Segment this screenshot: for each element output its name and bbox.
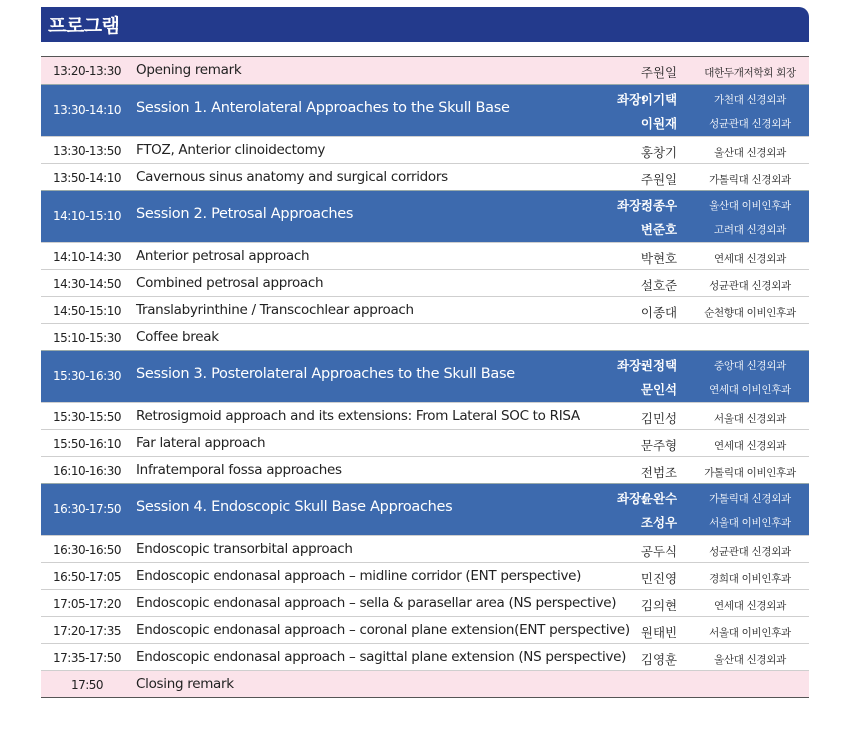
time-slot: 15:30-16:30 <box>53 369 121 383</box>
page-title: 프로그램 <box>48 15 120 37</box>
speaker-name: 전범조 <box>640 465 678 480</box>
talk-title: Translabyrinthine / Transcochlear approach <box>136 302 414 318</box>
time-slot: 14:30-14:50 <box>53 277 121 291</box>
chair-name: 정종우 <box>640 198 678 213</box>
time-slot: 13:30-14:10 <box>53 103 121 117</box>
session-row <box>41 350 809 402</box>
talk-row <box>41 589 809 616</box>
talk-title: Combined petrosal approach <box>136 275 324 291</box>
talk-row <box>41 296 809 323</box>
time-slot: 16:10-16:30 <box>53 464 121 478</box>
talk-row <box>41 136 809 163</box>
time-slot: 14:10-14:30 <box>53 250 121 264</box>
talk-row <box>41 456 809 483</box>
speaker-affiliation: 연세대 신경외과 <box>714 253 786 265</box>
speaker-name: 민진영 <box>640 571 678 586</box>
speaker-affiliation: 서울대 이비인후과 <box>709 627 791 639</box>
time-slot: 16:50-17:05 <box>53 570 121 584</box>
speaker-affiliation: 가톨릭대 신경외과 <box>709 174 791 186</box>
speaker-name: 홍창기 <box>640 145 678 160</box>
talk-title: Endoscopic endonasal approach – sella & parasellar area (NS perspective) <box>136 595 617 611</box>
talk-title: Anterior petrosal approach <box>136 248 310 264</box>
chair-name: 권정택 <box>640 358 678 373</box>
time-slot: 17:20-17:35 <box>53 624 121 638</box>
talk-row <box>41 323 809 350</box>
time-slot: 17:50 <box>70 678 104 692</box>
remark-row <box>41 670 809 697</box>
speaker-affiliation: 순천향대 이비인후과 <box>704 307 796 319</box>
speaker-name: 김민성 <box>640 411 678 426</box>
talk-title: Cavernous sinus anatomy and surgical corridors <box>136 169 448 185</box>
time-slot: 15:50-16:10 <box>53 437 121 451</box>
program-header <box>41 7 809 42</box>
speaker-name: 이종대 <box>640 305 678 320</box>
chair-affiliation: 성균관대 신경외과 <box>709 118 791 130</box>
speaker-affiliation: 연세대 신경외과 <box>714 600 786 612</box>
session-row <box>41 84 809 136</box>
chair-name: 조성우 <box>640 515 678 530</box>
time-slot: 15:10-15:30 <box>53 331 121 345</box>
talk-title: Retrosigmoid approach and its extensions: From Lateral SOC to RISA <box>136 408 580 424</box>
talk-title: Endoscopic endonasal approach – midline corridor (ENT perspective) <box>136 568 582 584</box>
talk-title: Infratemporal fossa approaches <box>136 462 342 478</box>
speaker-name: 원태빈 <box>640 625 678 640</box>
time-slot: 15:30-15:50 <box>53 410 121 424</box>
talk-title: Coffee break <box>136 329 219 345</box>
talk-title: FTOZ, Anterior clinoidectomy <box>136 142 326 158</box>
chair-name: 이기택 <box>640 92 678 107</box>
remark-row <box>41 57 809 84</box>
session-row <box>41 190 809 242</box>
chair-affiliation: 서울대 이비인후과 <box>709 517 791 529</box>
speaker-affiliation: 경희대 이비인후과 <box>709 573 791 585</box>
chair-name: 변준호 <box>640 222 678 237</box>
talk-row <box>41 616 809 643</box>
chair-label: 좌장: <box>617 358 647 373</box>
talk-row <box>41 562 809 589</box>
chair-label: 좌장: <box>617 198 647 213</box>
session-title: Session 2. Petrosal Approaches <box>136 206 354 222</box>
talk-title: Endoscopic endonasal approach – sagittal plane extension (NS perspective) <box>136 649 627 665</box>
talk-title: Opening remark <box>136 62 242 78</box>
speaker-affiliation: 대한두개저학회 회장 <box>704 67 796 79</box>
talk-row <box>41 269 809 296</box>
chair-name: 이원재 <box>640 116 678 131</box>
speaker-name: 문주형 <box>640 438 678 453</box>
program-table <box>41 56 809 698</box>
session-title: Session 1. Anterolateral Approaches to the Skull Base <box>136 100 510 116</box>
talk-row <box>41 163 809 190</box>
speaker-affiliation: 가톨릭대 이비인후과 <box>704 467 796 479</box>
talk-title: Closing remark <box>136 676 234 692</box>
chair-affiliation: 연세대 이비인후과 <box>709 384 791 396</box>
talk-title: Endoscopic transorbital approach <box>136 541 353 557</box>
chair-label: 좌장: <box>617 92 647 107</box>
speaker-name: 공두식 <box>640 544 678 559</box>
talk-row <box>41 643 809 670</box>
time-slot: 17:35-17:50 <box>53 651 121 665</box>
talk-row <box>41 242 809 269</box>
chair-label: 좌장: <box>617 491 647 506</box>
talk-title: Far lateral approach <box>136 435 266 451</box>
speaker-name: 박현호 <box>640 251 678 266</box>
time-slot: 13:30-13:50 <box>53 144 121 158</box>
time-slot: 16:30-16:50 <box>53 543 121 557</box>
speaker-name: 김영훈 <box>640 652 678 667</box>
speaker-affiliation: 울산대 신경외과 <box>714 147 786 159</box>
speaker-name: 주원일 <box>640 65 678 80</box>
chair-affiliation: 중앙대 신경외과 <box>714 360 786 372</box>
speaker-name: 김의현 <box>640 598 678 613</box>
speaker-name: 주원일 <box>640 172 678 187</box>
speaker-name: 설호준 <box>640 278 678 293</box>
speaker-affiliation: 서울대 신경외과 <box>714 413 786 425</box>
time-slot: 16:30-17:50 <box>53 502 121 516</box>
chair-affiliation: 고려대 신경외과 <box>714 224 786 236</box>
speaker-affiliation: 울산대 신경외과 <box>714 654 786 666</box>
time-slot: 13:50-14:10 <box>53 171 121 185</box>
talk-row <box>41 535 809 562</box>
chair-affiliation: 가천대 신경외과 <box>714 94 786 106</box>
chair-name: 문인석 <box>640 382 678 397</box>
talk-title: Endoscopic endonasal approach – coronal plane extension(ENT perspective) <box>136 622 630 638</box>
time-slot: 17:05-17:20 <box>53 597 121 611</box>
time-slot: 14:50-15:10 <box>53 304 121 318</box>
time-slot: 13:20-13:30 <box>53 64 121 78</box>
talk-row <box>41 402 809 429</box>
time-slot: 14:10-15:10 <box>53 209 121 223</box>
session-title: Session 3. Posterolateral Approaches to the Skull Base <box>136 366 515 382</box>
chair-affiliation: 울산대 이비인후과 <box>709 200 791 212</box>
session-row <box>41 483 809 535</box>
session-title: Session 4. Endoscopic Skull Base Approaches <box>136 499 453 515</box>
speaker-affiliation: 성균관대 신경외과 <box>709 280 791 292</box>
chair-affiliation: 가톨릭대 신경외과 <box>709 493 791 505</box>
talk-row <box>41 429 809 456</box>
speaker-affiliation: 성균관대 신경외과 <box>709 546 791 558</box>
chair-name: 윤완수 <box>640 491 678 506</box>
speaker-affiliation: 연세대 신경외과 <box>714 440 786 452</box>
